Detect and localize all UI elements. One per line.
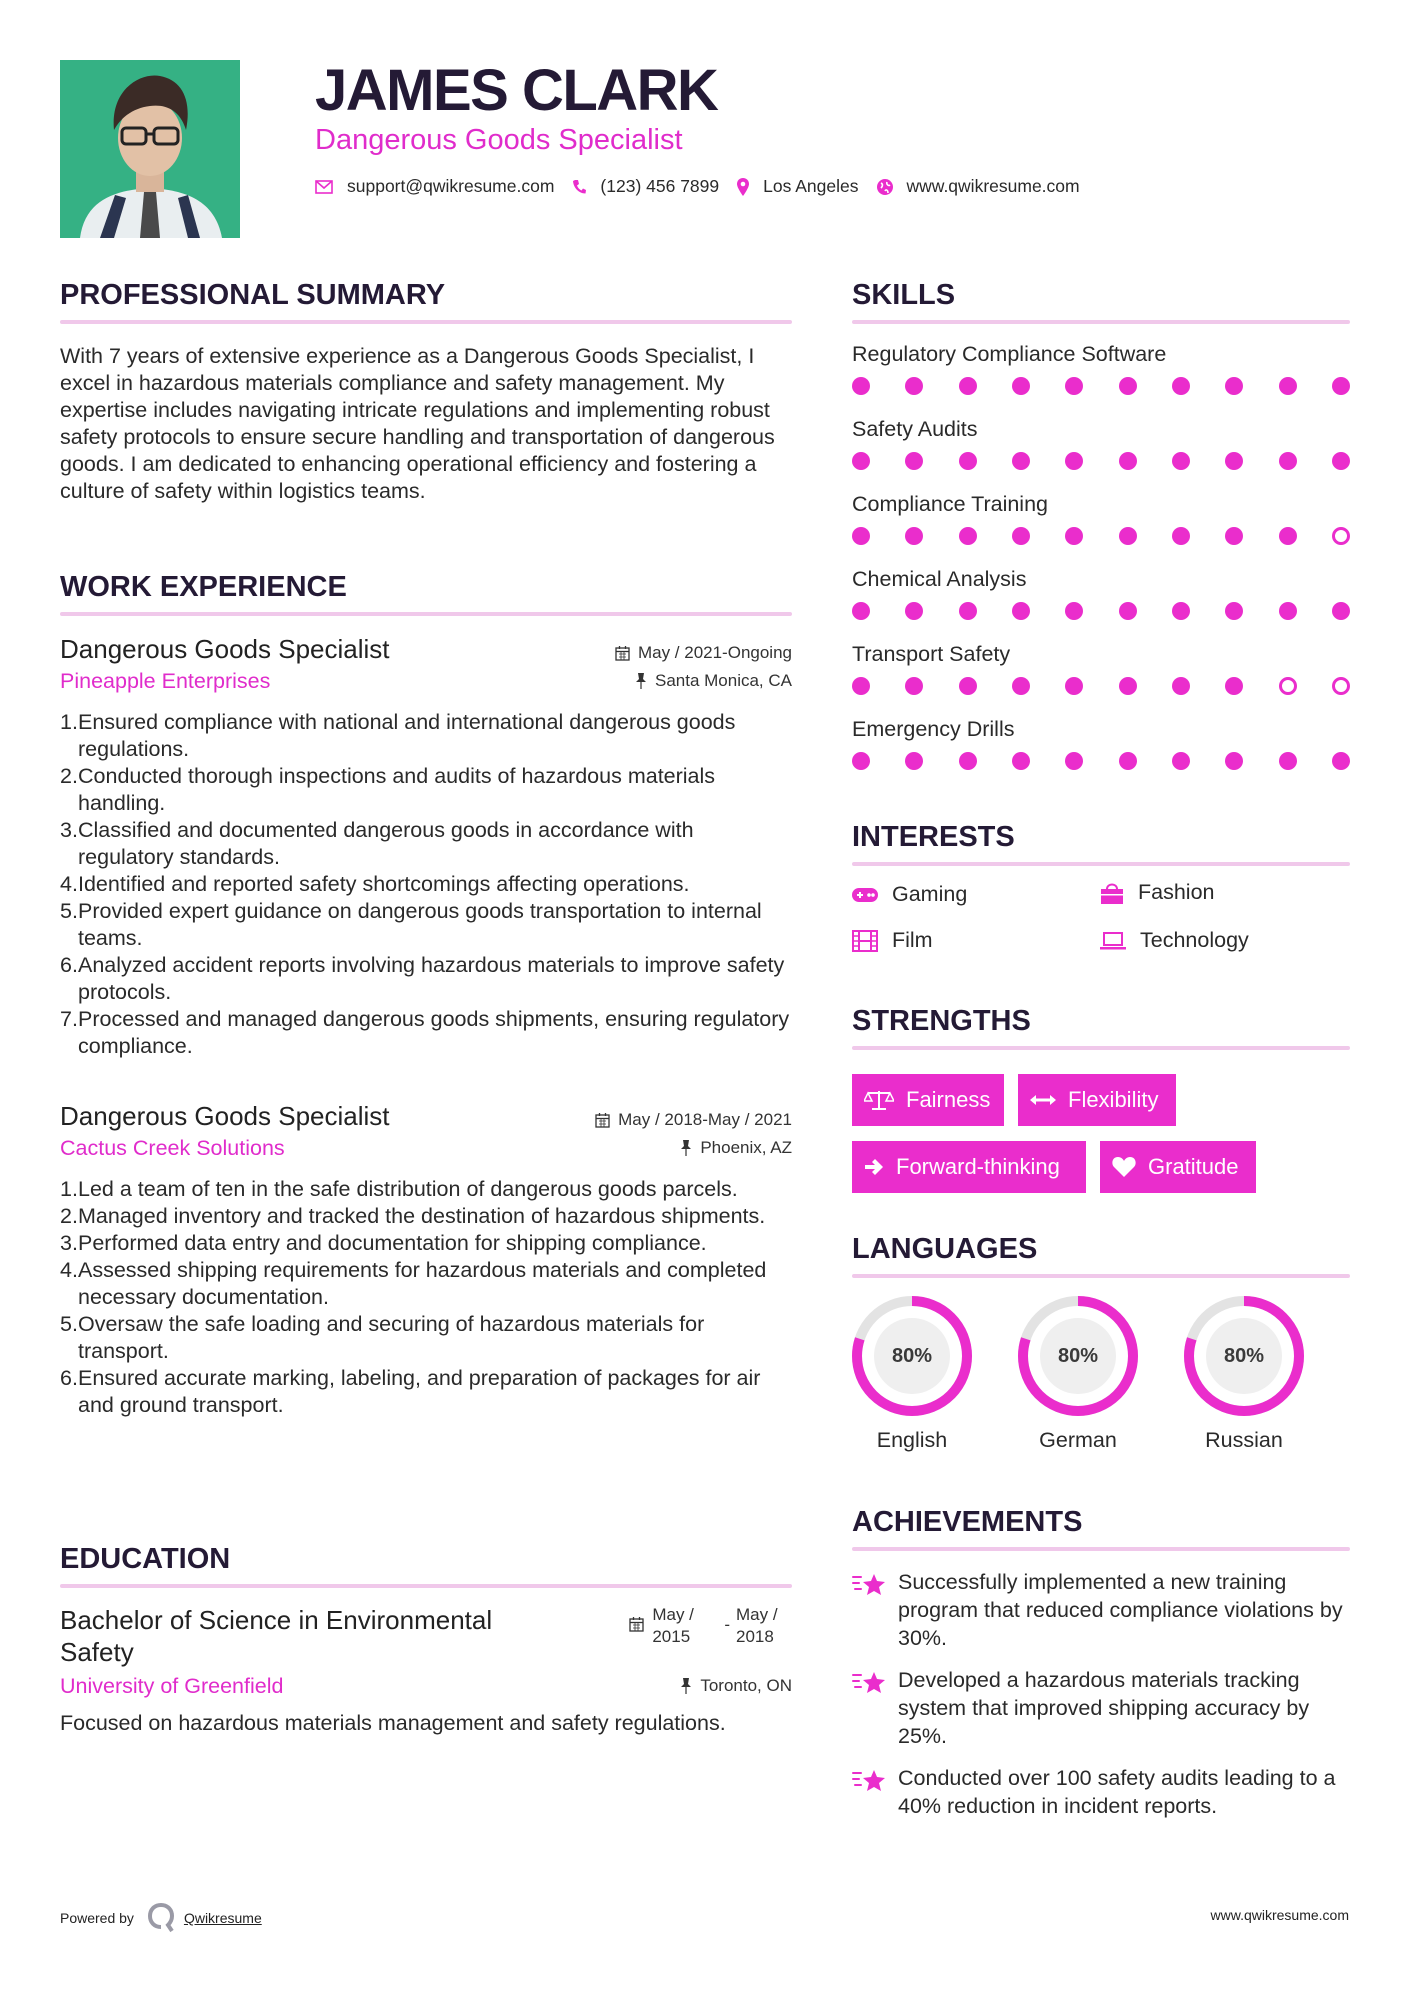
- contact-email-text: support@qwikresume.com: [347, 176, 555, 196]
- duty-item: 1. Ensured compliance with national and international dangerous goods regulations.: [60, 710, 736, 761]
- rating-dot-filled: [1332, 377, 1350, 395]
- candidate-name: JAMES CLARK: [315, 58, 718, 123]
- duty-item: 7. Processed and managed dangerous goods shipments, ensuring regulatory compliance.: [60, 1007, 790, 1058]
- section-divider: [852, 862, 1350, 866]
- rating-dot-filled: [1332, 752, 1350, 770]
- language-percent: 80%: [891, 1344, 933, 1367]
- rating-dot-filled: [959, 677, 977, 695]
- rating-dot-filled: [852, 752, 870, 770]
- rating-dot-filled: [1065, 677, 1083, 695]
- job-location: Santa Monica, CA: [635, 671, 792, 691]
- section-heading-summary: PROFESSIONAL SUMMARY: [60, 279, 446, 311]
- qwikresume-logo-icon: [148, 1903, 174, 1933]
- rating-dot-filled: [959, 752, 977, 770]
- duty-item: 5. Oversaw the safe loading and securing of hazardous materials for transport.: [60, 1312, 705, 1363]
- job-title: Dangerous Goods Specialist: [60, 1101, 390, 1131]
- strength-badge-flexibility: Flexibility: [1018, 1074, 1176, 1126]
- section-heading-languages: LANGUAGES: [852, 1233, 1038, 1265]
- contact-row: [315, 176, 1098, 197]
- education-dates: May / 2015 - May / 2018: [629, 1604, 792, 1648]
- contact-website-text: www.qwikresume.com: [906, 176, 1080, 196]
- rating-dot-filled: [852, 377, 870, 395]
- rating-dot-filled: [1119, 452, 1137, 470]
- job-location: Phoenix, AZ: [680, 1138, 792, 1158]
- section-heading-achievements: ACHIEVEMENTS: [852, 1506, 1083, 1538]
- rating-dot-filled: [1119, 677, 1137, 695]
- job-entry: [60, 1100, 792, 1419]
- language-percent: 80%: [1057, 1344, 1099, 1367]
- duty-item: 3. Performed data entry and documentation for shipping compliance.: [60, 1231, 707, 1255]
- heart-icon: [1112, 1156, 1136, 1178]
- rating-dot-filled: [1012, 677, 1030, 695]
- rating-dot-filled: [1172, 677, 1190, 695]
- education-description: Focused on hazardous materials management and safety regulations.: [60, 1711, 726, 1735]
- language-item: [1182, 1294, 1306, 1453]
- strength-badge-gratitude: Gratitude: [1100, 1141, 1256, 1193]
- rating-dot-filled: [959, 602, 977, 620]
- duty-item: 5. Provided expert guidance on dangerous goods transportation to internal teams.: [60, 899, 762, 950]
- rating-dot-filled: [1065, 602, 1083, 620]
- duty-item: 1. Led a team of ten in the safe distribution of dangerous goods parcels.: [60, 1177, 738, 1201]
- rating-dot-filled: [905, 602, 923, 620]
- skill-label: Regulatory Compliance Software: [852, 342, 1167, 366]
- section-heading-strengths: STRENGTHS: [852, 1005, 1031, 1037]
- skill-item: [852, 715, 1350, 771]
- section-heading-skills: SKILLS: [852, 279, 956, 311]
- section-divider: [60, 1584, 792, 1588]
- skill-label: Emergency Drills: [852, 717, 1015, 741]
- rating-dot-filled: [1172, 752, 1190, 770]
- degree-title: Bachelor of Science in Environmental Safety: [60, 1605, 493, 1667]
- achievement-item: Conducted over 100 safety audits leading to a 40% reduction in incident reports.: [852, 1764, 1350, 1820]
- summary-text: With 7 years of extensive experience as a Dangerous Goods Specialist, I excel in hazardous materials compliance and safety management. My expertise includes navigating intricate regulations and implementing robust safety protocols to ensure secure handling and transportation of dangerous goods. I am dedicated to enhancing operational efficiency and fostering a culture of safety within logistics teams.: [60, 344, 775, 503]
- arrow-right-icon: [864, 1158, 884, 1176]
- calendar-icon: [595, 1112, 610, 1128]
- rating-dot-filled: [1012, 452, 1030, 470]
- rating-dot-filled: [1225, 527, 1243, 545]
- skill-label: Transport Safety: [852, 642, 1011, 666]
- language-item: [1016, 1294, 1140, 1453]
- calendar-icon: [615, 645, 630, 661]
- shopping-bag-icon: [1100, 881, 1124, 905]
- job-dates: May / 2018-May / 2021: [595, 1110, 792, 1130]
- duty-item: 2. Managed inventory and tracked the destination of hazardous shipments.: [60, 1204, 766, 1228]
- section-heading-interests: INTERESTS: [852, 821, 1015, 853]
- gamepad-icon: [852, 887, 878, 903]
- rating-dot-filled: [1119, 527, 1137, 545]
- duty-item: 6. Ensured accurate marking, labeling, and preparation of packages for air and ground transport.: [60, 1366, 761, 1417]
- skill-label: Chemical Analysis: [852, 567, 1027, 591]
- film-icon: [852, 930, 878, 952]
- rating-dot-filled: [1172, 527, 1190, 545]
- qwikresume-link[interactable]: Qwikresume: [183, 1910, 262, 1926]
- star-achievement-icon: [852, 1766, 886, 1796]
- skill-item: [852, 340, 1350, 396]
- rating-dot-filled: [905, 677, 923, 695]
- education-start: May / 2015: [652, 1605, 694, 1646]
- language-progress-ring: [1016, 1294, 1140, 1418]
- candidate-title: Dangerous Goods Specialist: [315, 124, 683, 156]
- rating-dot-filled: [1225, 677, 1243, 695]
- rating-dot-filled: [1119, 602, 1137, 620]
- interest-item-gaming: Gaming: [852, 882, 967, 907]
- rating-dot-filled: [1065, 452, 1083, 470]
- strength-badge-forward-thinking: Forward-thinking: [852, 1141, 1086, 1193]
- strength-badge-fairness: Fairness: [852, 1074, 1004, 1126]
- skill-item: [852, 490, 1350, 546]
- rating-dot-filled: [1172, 452, 1190, 470]
- duty-item: 3. Classified and documented dangerous goods in accordance with regulatory standards.: [60, 818, 694, 869]
- section-divider: [852, 320, 1350, 324]
- section-divider: [60, 320, 792, 324]
- globe-icon: [877, 179, 893, 195]
- rating-dot-filled: [1119, 752, 1137, 770]
- language-percent: 80%: [1223, 1344, 1265, 1367]
- laptop-icon: [1100, 931, 1126, 951]
- rating-dot-filled: [1012, 527, 1030, 545]
- education-location: Toronto, ON: [680, 1676, 792, 1696]
- duty-item: 2. Conducted thorough inspections and audits of hazardous materials handling.: [60, 764, 716, 815]
- skill-rating: [852, 751, 1350, 771]
- skill-rating: [852, 376, 1350, 396]
- skill-label: Compliance Training: [852, 492, 1048, 516]
- duty-item: 4. Identified and reported safety shortcomings affecting operations.: [60, 872, 690, 896]
- rating-dot-filled: [1225, 377, 1243, 395]
- pushpin-icon: [680, 1140, 692, 1156]
- contact-email[interactable]: [315, 176, 554, 197]
- rating-dot-filled: [852, 602, 870, 620]
- profile-photo: [60, 60, 240, 238]
- rating-dot-filled: [905, 752, 923, 770]
- section-divider: [852, 1046, 1350, 1050]
- language-progress-ring: [850, 1294, 974, 1418]
- rating-dot-filled: [1065, 752, 1083, 770]
- rating-dot-filled: [959, 527, 977, 545]
- star-achievement-icon: [852, 1668, 886, 1698]
- language-name: English: [876, 1428, 948, 1452]
- job-dates: May / 2021-Ongoing: [615, 643, 792, 663]
- rating-dot-filled: [1279, 602, 1297, 620]
- language-name: Russian: [1205, 1428, 1283, 1452]
- rating-dot-filled: [1172, 602, 1190, 620]
- skill-rating: [852, 451, 1350, 471]
- interest-item-technology: Technology: [1100, 928, 1249, 953]
- star-achievement-icon: [852, 1570, 886, 1600]
- rating-dot-filled: [852, 452, 870, 470]
- rating-dot-filled: [1065, 527, 1083, 545]
- section-divider: [852, 1547, 1350, 1551]
- job-entry: [60, 633, 792, 1060]
- achievement-item: Successfully implemented a new training program that reduced compliance violations by 30%.: [852, 1568, 1350, 1652]
- language-progress-ring: [1182, 1294, 1306, 1418]
- company-name: Pineapple Enterprises: [60, 669, 271, 693]
- skills-list: [852, 340, 1350, 790]
- duty-item: 4. Assessed shipping requirements for hazardous materials and completed necessary documentation.: [60, 1258, 767, 1309]
- school-name: University of Greenfield: [60, 1674, 284, 1698]
- calendar-icon: [629, 1616, 644, 1632]
- rating-dot-filled: [905, 452, 923, 470]
- rating-dot-filled: [1332, 602, 1350, 620]
- rating-dot-filled: [1225, 752, 1243, 770]
- pushpin-icon: [635, 673, 647, 689]
- rating-dot-filled: [959, 452, 977, 470]
- phone-icon: [572, 179, 586, 195]
- achievement-item: Developed a hazardous materials tracking system that improved shipping accuracy by 25%.: [852, 1666, 1350, 1750]
- section-heading-education: EDUCATION: [60, 1543, 231, 1575]
- contact-location-text: Los Angeles: [763, 176, 859, 196]
- section-heading-experience: WORK EXPERIENCE: [60, 571, 347, 603]
- rating-dot-filled: [1279, 452, 1297, 470]
- envelope-icon: [315, 180, 333, 194]
- pushpin-icon: [680, 1678, 692, 1694]
- language-item: [850, 1294, 974, 1453]
- rating-dot-filled: [1332, 452, 1350, 470]
- contact-phone-text: (123) 456 7899: [600, 176, 720, 196]
- skill-item: [852, 565, 1350, 621]
- balance-scale-icon: [864, 1089, 894, 1111]
- company-name: Cactus Creek Solutions: [60, 1136, 285, 1160]
- skill-item: [852, 640, 1350, 696]
- rating-dot-filled: [1225, 452, 1243, 470]
- interest-item-film: Film: [852, 928, 933, 953]
- duty-item: 6. Analyzed accident reports involving hazardous materials to improve safety protocols.: [60, 953, 785, 1004]
- rating-dot-filled: [1279, 752, 1297, 770]
- rating-dot-filled: [1119, 377, 1137, 395]
- rating-dot-filled: [959, 377, 977, 395]
- skill-item: [852, 415, 1350, 471]
- education-end: May / 2018: [736, 1605, 778, 1646]
- skill-label: Safety Audits: [852, 417, 978, 441]
- rating-dot-filled: [905, 527, 923, 545]
- job-title: Dangerous Goods Specialist: [60, 634, 390, 664]
- rating-dot-filled: [1279, 527, 1297, 545]
- rating-dot-filled: [1012, 602, 1030, 620]
- contact-phone[interactable]: [572, 176, 719, 197]
- skill-rating: [852, 526, 1350, 546]
- contact-location: [737, 176, 858, 197]
- section-divider: [852, 1274, 1350, 1278]
- rating-dot-filled: [1012, 377, 1030, 395]
- skill-rating: [852, 676, 1350, 696]
- map-pin-icon: [737, 178, 749, 196]
- rating-dot-filled: [1012, 752, 1030, 770]
- rating-dot-filled: [1172, 377, 1190, 395]
- rating-dot-empty: [1332, 677, 1350, 695]
- rating-dot-filled: [1225, 602, 1243, 620]
- rating-dot-filled: [905, 377, 923, 395]
- arrows-horizontal-icon: [1030, 1093, 1056, 1107]
- rating-dot-filled: [1065, 377, 1083, 395]
- section-divider: [60, 612, 792, 616]
- rating-dot-empty: [1279, 677, 1297, 695]
- rating-dot-empty: [1332, 527, 1350, 545]
- rating-dot-filled: [852, 677, 870, 695]
- job-duties: [60, 709, 792, 1060]
- contact-website[interactable]: [877, 176, 1080, 197]
- skill-rating: [852, 601, 1350, 621]
- education-entry: [60, 1604, 792, 1737]
- language-name: German: [1039, 1428, 1117, 1452]
- rating-dot-filled: [1279, 377, 1297, 395]
- interest-item-fashion: Fashion: [1100, 880, 1215, 905]
- footer-website[interactable]: www.qwikresume.com: [1210, 1907, 1349, 1923]
- job-duties: [60, 1176, 792, 1419]
- footer-powered-by: Powered by Qwikresume: [60, 1903, 262, 1933]
- rating-dot-filled: [852, 527, 870, 545]
